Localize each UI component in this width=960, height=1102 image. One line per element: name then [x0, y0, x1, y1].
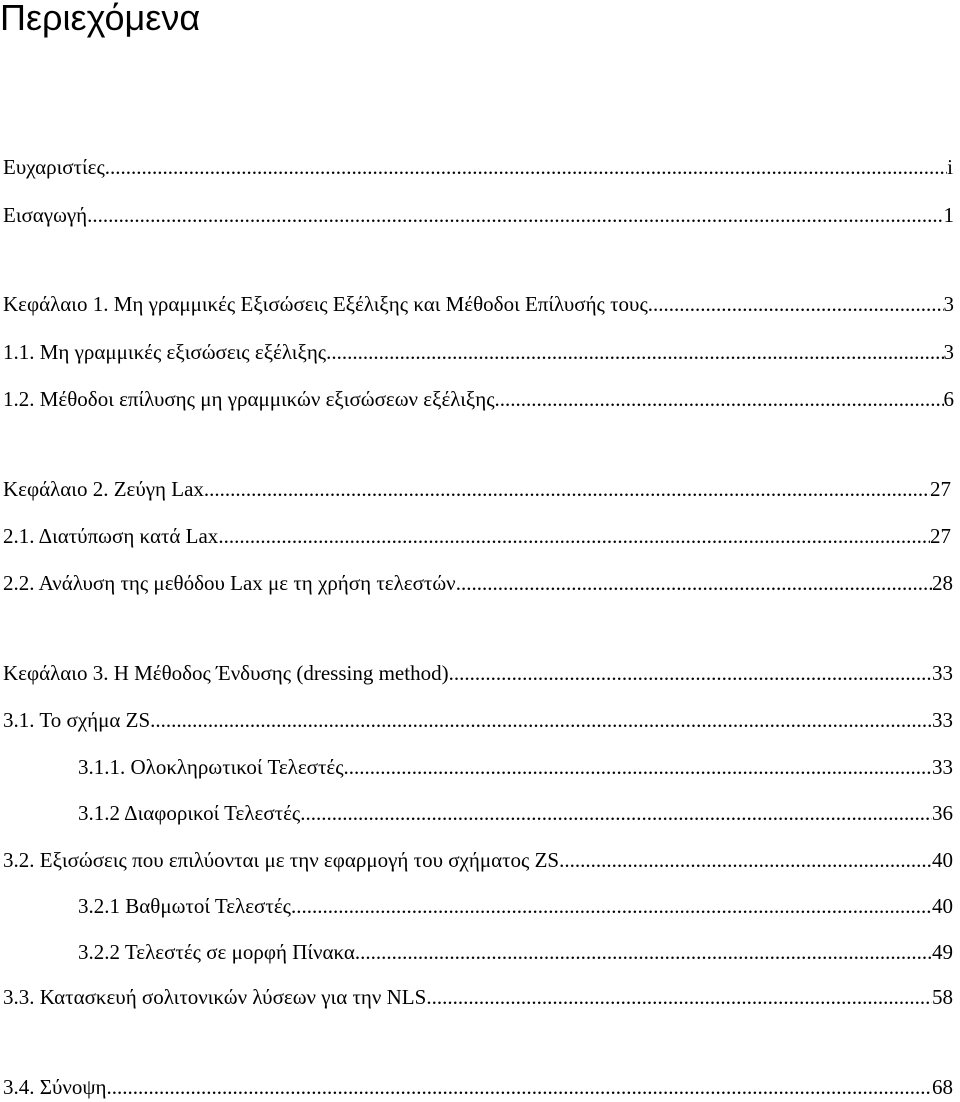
toc-dot-leader: [426, 985, 932, 1009]
toc-entry-label: 1.2. Μέθοδοι επίλυσης μη γραμμικών εξισώσεων εξέλιξης: [3, 387, 495, 411]
page-title: Περιεχόμενα: [0, 0, 201, 38]
toc-entry-chapter-1: [3, 292, 954, 316]
toc-entry-label: 3.1. Το σχήμα ZS: [3, 708, 151, 732]
toc-entry-page: 33: [932, 661, 953, 685]
toc-entry-label: Ευχαριστίες: [3, 155, 105, 179]
toc-entry-label: Κεφάλαιο 2. Ζεύγη Lax: [3, 477, 204, 501]
toc-dot-leader: [105, 155, 947, 179]
toc-entry-label: Κεφάλαιο 3. Η Μέθοδος Ένδυσης (dressing method): [3, 661, 449, 685]
toc-dot-leader: [355, 940, 932, 964]
toc-dot-leader: [150, 708, 932, 732]
toc-dot-leader: [300, 801, 932, 825]
toc-entry-section-3-4: [3, 1075, 953, 1099]
toc-entry-page: 3: [943, 340, 954, 364]
toc-entry-section-3-1-1: [78, 755, 953, 779]
toc-entry-label: 2.1. Διατύπωση κατά Lax: [3, 524, 219, 548]
toc-entry-label: 3.2.2 Τελεστές σε μορφή Πίνακα: [78, 940, 355, 964]
toc-entry-page: 3: [943, 292, 954, 316]
toc-entry-page: 33: [932, 708, 953, 732]
toc-entry-page: i: [947, 155, 953, 179]
toc-entry-page: 36: [932, 801, 953, 825]
toc-entry-section-3-2-2: [78, 940, 953, 964]
toc-entry-chapter-3: [3, 661, 953, 685]
toc-dot-leader: [204, 477, 930, 501]
toc-entry-label: 1.1. Μη γραμμικές εξισώσεις εξέλιξης: [3, 340, 327, 364]
toc-entry-page: 27: [930, 524, 951, 548]
toc-entry-page: 6: [943, 387, 954, 411]
toc-dot-leader: [648, 292, 944, 316]
toc-dot-leader: [559, 848, 932, 872]
toc-entry-label: 3.2.1 Βαθμωτοί Τελεστές: [78, 894, 291, 918]
toc-entry-label: 2.2. Ανάλυση της μεθόδου Lax με τη χρήση τελεστών: [3, 571, 456, 595]
toc-entry-page: 40: [932, 848, 953, 872]
toc-dot-leader: [449, 661, 932, 685]
toc-entry-label: Εισαγωγή: [3, 203, 88, 227]
toc-entry-page: 33: [932, 755, 953, 779]
toc-entry-section-1-1: [3, 340, 954, 364]
toc-entry-section-3-1: [3, 708, 953, 732]
toc-entry-label: 3.4. Σύνοψη: [3, 1075, 107, 1099]
toc-dot-leader: [456, 571, 932, 595]
toc-dot-leader: [291, 894, 932, 918]
toc-entry-page: 49: [932, 940, 953, 964]
toc-dot-leader: [326, 340, 943, 364]
toc-entry-page: 28: [932, 571, 953, 595]
toc-entry-section-2-2: [3, 571, 953, 595]
toc-entry-introduction: [3, 203, 954, 227]
toc-entry-page: 68: [932, 1075, 953, 1099]
toc-entry-acknowledgements: [3, 155, 953, 179]
toc-dot-leader: [495, 387, 944, 411]
toc-entry-label: Κεφάλαιο 1. Μη γραμμικές Εξισώσεις Εξέλιξης και Μέθοδοι Επίλυσής τους: [3, 292, 648, 316]
toc-dot-leader: [107, 1075, 933, 1099]
toc-entry-label: 3.1.2 Διαφορικοί Τελεστές: [78, 801, 301, 825]
toc-entry-page: 1: [943, 203, 954, 227]
toc-entry-chapter-2: [3, 477, 951, 501]
toc-entry-section-1-2: [3, 387, 954, 411]
toc-dot-leader: [344, 755, 932, 779]
toc-dot-leader: [218, 524, 930, 548]
toc-entry-section-3-3: [3, 985, 953, 1009]
toc-entry-page: 58: [932, 985, 953, 1009]
toc-dot-leader: [87, 203, 943, 227]
toc-entry-page: 27: [930, 477, 951, 501]
toc-entry-section-2-1: [3, 524, 951, 548]
toc-entry-section-3-1-2: [78, 801, 953, 825]
toc-entry-section-3-2: [3, 848, 953, 872]
toc-entry-page: 40: [932, 894, 953, 918]
toc-entry-label: 3.3. Κατασκευή σολιτονικών λύσεων για την NLS: [3, 985, 427, 1009]
toc-entry-label: 3.1.1. Ολοκληρωτικοί Τελεστές: [78, 755, 344, 779]
toc-entry-label: 3.2. Εξισώσεις που επιλύονται με την εφαρμογή του σχήματος ZS: [3, 848, 560, 872]
toc-entry-section-3-2-1: [78, 894, 953, 918]
